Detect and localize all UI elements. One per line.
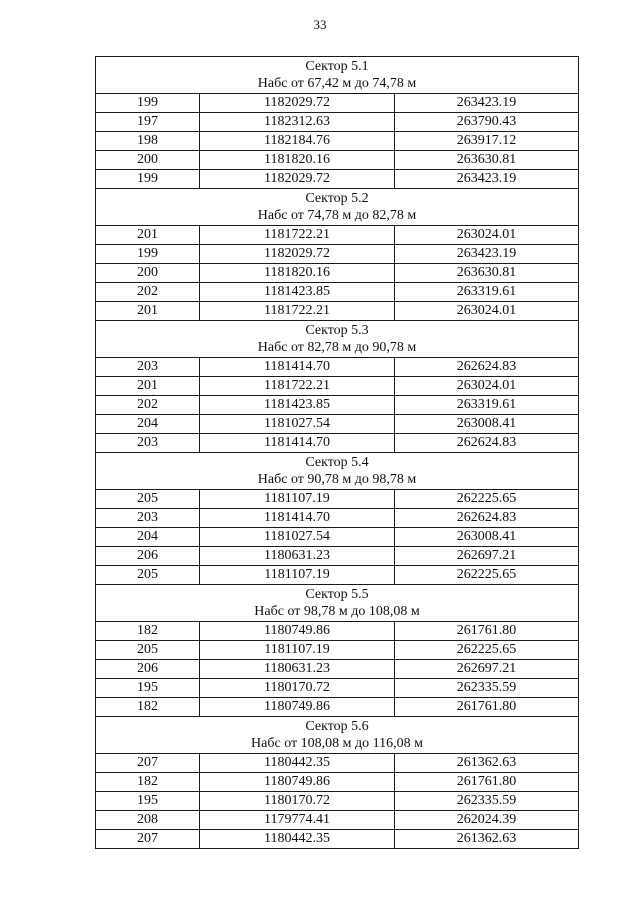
sector-header: [96, 717, 579, 754]
point-number-cell: 208: [96, 811, 200, 830]
table-row: [96, 377, 579, 396]
x-coordinate-cell: 1180442.35: [200, 830, 395, 849]
x-coordinate-cell: 1181107.19: [200, 641, 395, 660]
x-coordinate-cell: 1181107.19: [200, 490, 395, 509]
sector-title: Сектор 5.1: [305, 59, 369, 74]
sector-header: [96, 321, 579, 358]
point-number-cell: 201: [96, 377, 200, 396]
y-coordinate-cell: 261362.63: [395, 830, 579, 849]
sector-elevation-range: Набс от 82,78 м до 90,78 м: [257, 340, 417, 355]
y-coordinate-cell: 263423.19: [395, 245, 579, 264]
y-coordinate-cell: 261761.80: [395, 773, 579, 792]
point-number-cell: 199: [96, 170, 200, 189]
y-coordinate-cell: 263319.61: [395, 283, 579, 302]
x-coordinate-cell: 1180170.72: [200, 792, 395, 811]
coordinates-table: [95, 56, 579, 849]
y-coordinate-cell: 263790.43: [395, 113, 579, 132]
sector-elevation-range: Набс от 108,08 м до 116,08 м: [251, 736, 423, 751]
point-number-cell: 201: [96, 302, 200, 321]
x-coordinate-cell: 1181423.85: [200, 283, 395, 302]
point-number-cell: 182: [96, 698, 200, 717]
table-row: [96, 358, 579, 377]
page-number: 33: [313, 17, 327, 32]
point-number-cell: 195: [96, 792, 200, 811]
point-number-cell: 207: [96, 754, 200, 773]
table-row: [96, 641, 579, 660]
y-coordinate-cell: 261761.80: [395, 698, 579, 717]
x-coordinate-cell: 1182029.72: [200, 94, 395, 113]
sector-title: Сектор 5.3: [305, 323, 369, 338]
point-number-cell: 182: [96, 773, 200, 792]
x-coordinate-cell: 1181027.54: [200, 415, 395, 434]
x-coordinate-cell: 1181414.70: [200, 509, 395, 528]
sector-elevation-range: Набс от 98,78 м до 108,08 м: [254, 604, 420, 619]
point-number-cell: 207: [96, 830, 200, 849]
x-coordinate-cell: 1181107.19: [200, 566, 395, 585]
point-number-cell: 206: [96, 547, 200, 566]
point-number-cell: 204: [96, 415, 200, 434]
y-coordinate-cell: 263423.19: [395, 94, 579, 113]
y-coordinate-cell: 262624.83: [395, 509, 579, 528]
y-coordinate-cell: 261761.80: [395, 622, 579, 641]
y-coordinate-cell: 262624.83: [395, 434, 579, 453]
y-coordinate-cell: 262024.39: [395, 811, 579, 830]
coordinates-table-body: [96, 57, 579, 849]
x-coordinate-cell: 1180631.23: [200, 547, 395, 566]
y-coordinate-cell: 263319.61: [395, 396, 579, 415]
sector-header: [96, 585, 579, 622]
y-coordinate-cell: 262225.65: [395, 566, 579, 585]
table-row: [96, 754, 579, 773]
sector-title: Сектор 5.2: [305, 191, 369, 206]
table-row: [96, 283, 579, 302]
y-coordinate-cell: 262225.65: [395, 490, 579, 509]
table-row: [96, 660, 579, 679]
y-coordinate-cell: 262624.83: [395, 358, 579, 377]
table-row: [96, 547, 579, 566]
table-row: [96, 302, 579, 321]
table-row: [96, 132, 579, 151]
point-number-cell: 200: [96, 151, 200, 170]
point-number-cell: 202: [96, 396, 200, 415]
y-coordinate-cell: 262697.21: [395, 547, 579, 566]
table-row: [96, 811, 579, 830]
point-number-cell: 182: [96, 622, 200, 641]
point-number-cell: 204: [96, 528, 200, 547]
point-number-cell: 205: [96, 641, 200, 660]
y-coordinate-cell: 263024.01: [395, 377, 579, 396]
point-number-cell: 198: [96, 132, 200, 151]
point-number-cell: 201: [96, 226, 200, 245]
x-coordinate-cell: 1180631.23: [200, 660, 395, 679]
point-number-cell: 203: [96, 434, 200, 453]
x-coordinate-cell: 1181722.21: [200, 377, 395, 396]
table-row: [96, 528, 579, 547]
y-coordinate-cell: 262225.65: [395, 641, 579, 660]
sector-header-row: [96, 453, 579, 490]
y-coordinate-cell: 263630.81: [395, 264, 579, 283]
x-coordinate-cell: 1181423.85: [200, 396, 395, 415]
table-row: [96, 566, 579, 585]
y-coordinate-cell: 262697.21: [395, 660, 579, 679]
point-number-cell: 199: [96, 94, 200, 113]
table-row: [96, 773, 579, 792]
x-coordinate-cell: 1181820.16: [200, 264, 395, 283]
table-row: [96, 490, 579, 509]
table-row: [96, 264, 579, 283]
point-number-cell: 200: [96, 264, 200, 283]
table-row: [96, 170, 579, 189]
x-coordinate-cell: 1181722.21: [200, 302, 395, 321]
sector-elevation-range: Набс от 67,42 м до 74,78 м: [257, 76, 417, 91]
y-coordinate-cell: 262335.59: [395, 679, 579, 698]
point-number-cell: 199: [96, 245, 200, 264]
x-coordinate-cell: 1180170.72: [200, 679, 395, 698]
y-coordinate-cell: 263008.41: [395, 415, 579, 434]
x-coordinate-cell: 1181722.21: [200, 226, 395, 245]
sector-header: [96, 453, 579, 490]
table-row: [96, 415, 579, 434]
sector-header-row: [96, 717, 579, 754]
x-coordinate-cell: 1182029.72: [200, 170, 395, 189]
table-row: [96, 698, 579, 717]
sector-elevation-range: Набс от 90,78 м до 98,78 м: [257, 472, 417, 487]
y-coordinate-cell: 263423.19: [395, 170, 579, 189]
table-row: [96, 509, 579, 528]
sector-header: [96, 57, 579, 94]
y-coordinate-cell: 262335.59: [395, 792, 579, 811]
table-row: [96, 792, 579, 811]
y-coordinate-cell: 261362.63: [395, 754, 579, 773]
table-row: [96, 396, 579, 415]
table-row: [96, 434, 579, 453]
x-coordinate-cell: 1182312.63: [200, 113, 395, 132]
point-number-cell: 203: [96, 358, 200, 377]
sector-header-row: [96, 321, 579, 358]
y-coordinate-cell: 263630.81: [395, 151, 579, 170]
point-number-cell: 205: [96, 566, 200, 585]
sector-header: [96, 189, 579, 226]
table-row: [96, 113, 579, 132]
x-coordinate-cell: 1182184.76: [200, 132, 395, 151]
x-coordinate-cell: 1180442.35: [200, 754, 395, 773]
x-coordinate-cell: 1181414.70: [200, 358, 395, 377]
y-coordinate-cell: 263008.41: [395, 528, 579, 547]
point-number-cell: 205: [96, 490, 200, 509]
x-coordinate-cell: 1179774.41: [200, 811, 395, 830]
table-row: [96, 226, 579, 245]
x-coordinate-cell: 1180749.86: [200, 622, 395, 641]
y-coordinate-cell: 263024.01: [395, 226, 579, 245]
point-number-cell: 202: [96, 283, 200, 302]
table-row: [96, 830, 579, 849]
x-coordinate-cell: 1182029.72: [200, 245, 395, 264]
sector-elevation-range: Набс от 74,78 м до 82,78 м: [257, 208, 417, 223]
table-row: [96, 679, 579, 698]
sector-header-row: [96, 585, 579, 622]
table-row: [96, 94, 579, 113]
point-number-cell: 206: [96, 660, 200, 679]
point-number-cell: 195: [96, 679, 200, 698]
x-coordinate-cell: 1180749.86: [200, 773, 395, 792]
sector-header-row: [96, 189, 579, 226]
x-coordinate-cell: 1180749.86: [200, 698, 395, 717]
point-number-cell: 203: [96, 509, 200, 528]
x-coordinate-cell: 1181820.16: [200, 151, 395, 170]
y-coordinate-cell: 263024.01: [395, 302, 579, 321]
table-row: [96, 622, 579, 641]
sector-title: Сектор 5.5: [305, 587, 369, 602]
table-row: [96, 151, 579, 170]
y-coordinate-cell: 263917.12: [395, 132, 579, 151]
point-number-cell: 197: [96, 113, 200, 132]
x-coordinate-cell: 1181414.70: [200, 434, 395, 453]
sector-header-row: [96, 57, 579, 94]
table-row: [96, 245, 579, 264]
x-coordinate-cell: 1181027.54: [200, 528, 395, 547]
sector-title: Сектор 5.6: [305, 719, 369, 734]
sector-title: Сектор 5.4: [305, 455, 369, 470]
